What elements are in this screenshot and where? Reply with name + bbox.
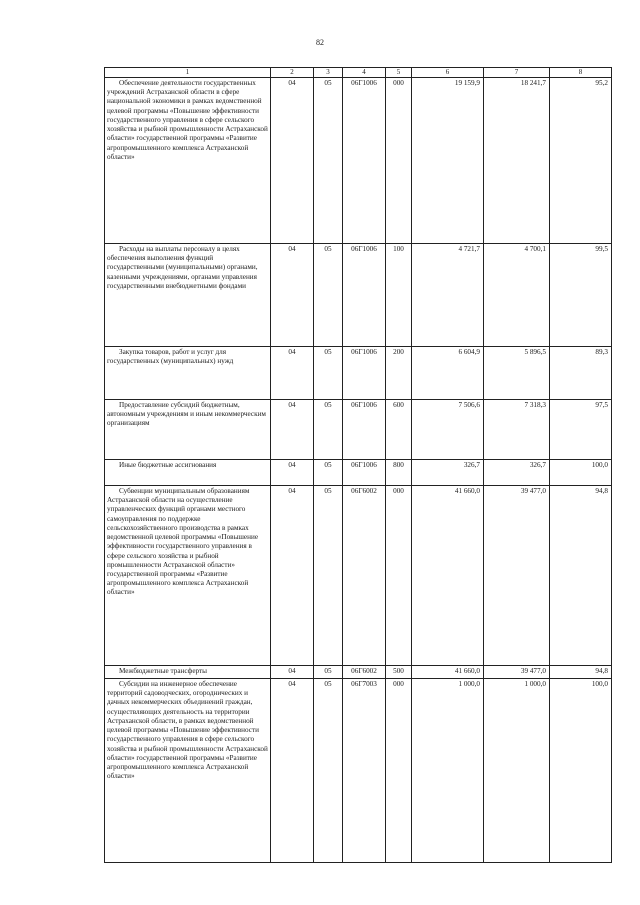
row-expense-type: 000 [386, 78, 412, 244]
row-description: Субвенции муниципальным образованиям Астраханской области на осуществление управленческих функций органами местного самоуправления по поддержке сельскохозяйственного производства в рамках ведомственной целевой программы «Повышение эффективности государственного управления в сфере сельского хозяйства и рыбной промышленности Астраханской области» государственной программы «Развитие агропромышленного комплекса Астраханской области» [105, 486, 271, 666]
row-subsection: 05 [314, 460, 343, 486]
column-header: 7 [484, 68, 550, 78]
row-expense-type: 600 [386, 400, 412, 460]
row-expense-type: 800 [386, 460, 412, 486]
row-target-article: 06Г1006 [343, 347, 386, 400]
row-target-article: 06Г1006 [343, 244, 386, 347]
row-section: 04 [271, 679, 314, 863]
row-subsection: 05 [314, 679, 343, 863]
row-section: 04 [271, 666, 314, 679]
table-row [105, 347, 612, 400]
table-row [105, 460, 612, 486]
row-description: Закупка товаров, работ и услуг для государственных (муниципальных) нужд [105, 347, 271, 400]
row-actual-amount: 39 477,0 [484, 486, 550, 666]
column-header: 2 [271, 68, 314, 78]
row-subsection: 05 [314, 400, 343, 460]
row-plan-amount: 41 660,0 [412, 486, 484, 666]
table-row [105, 486, 612, 666]
row-section: 04 [271, 460, 314, 486]
row-percent: 97,5 [550, 400, 612, 460]
row-percent: 95,2 [550, 78, 612, 244]
column-header: 4 [343, 68, 386, 78]
table-row [105, 400, 612, 460]
row-target-article: 06Г1006 [343, 400, 386, 460]
row-plan-amount: 326,7 [412, 460, 484, 486]
row-actual-amount: 18 241,7 [484, 78, 550, 244]
page-number: 82 [316, 38, 324, 47]
row-section: 04 [271, 486, 314, 666]
row-expense-type: 000 [386, 679, 412, 863]
row-description: Обеспечение деятельности государственных учреждений Астраханской области в сфере национальной экономики в рамках ведомственной целевой программы «Повышение эффективности государственного управления в сфере сельского хозяйства и рыбной промышленности Астраханской области» государственной программы «Развитие агропромышленного комплекса Астраханской области» [105, 78, 271, 244]
row-expense-type: 200 [386, 347, 412, 400]
row-percent: 94,8 [550, 666, 612, 679]
row-target-article: 06Г7003 [343, 679, 386, 863]
table-row [105, 666, 612, 679]
row-target-article: 06Г1006 [343, 460, 386, 486]
row-actual-amount: 39 477,0 [484, 666, 550, 679]
row-description: Предоставление субсидий бюджетным, автономным учреждениям и иным некоммерческим организациям [105, 400, 271, 460]
row-description: Расходы на выплаты персоналу в целях обеспечения выполнения функций государственными (муниципальными) органами, казенными учреждениями, органами управления государственными внебюджетными фондами [105, 244, 271, 347]
row-subsection: 05 [314, 347, 343, 400]
budget-table [104, 67, 612, 863]
row-percent: 89,3 [550, 347, 612, 400]
row-target-article: 06Г6002 [343, 486, 386, 666]
table-row [105, 244, 612, 347]
row-actual-amount: 1 000,0 [484, 679, 550, 863]
column-number-row [105, 68, 612, 78]
column-header: 6 [412, 68, 484, 78]
row-plan-amount: 6 604,9 [412, 347, 484, 400]
table-row [105, 78, 612, 244]
column-header: 8 [550, 68, 612, 78]
row-section: 04 [271, 347, 314, 400]
table-row [105, 679, 612, 863]
row-percent: 100,0 [550, 460, 612, 486]
row-target-article: 06Г6002 [343, 666, 386, 679]
row-plan-amount: 1 000,0 [412, 679, 484, 863]
column-header: 1 [105, 68, 271, 78]
row-section: 04 [271, 244, 314, 347]
row-plan-amount: 41 660,0 [412, 666, 484, 679]
row-actual-amount: 5 896,5 [484, 347, 550, 400]
row-expense-type: 000 [386, 486, 412, 666]
row-description: Межбюджетные трансферты [105, 666, 271, 679]
row-plan-amount: 4 721,7 [412, 244, 484, 347]
row-percent: 94,8 [550, 486, 612, 666]
column-header: 5 [386, 68, 412, 78]
row-description: Субсидии на инженерное обеспечение территорий садоводческих, огороднических и дачных некоммерческих объединений граждан, осуществляющих деятельность на территории Астраханской области, в рамках ведомственной целевой программы «Повышение эффективности государственного управления в сфере сельского хозяйства и рыбной промышленности Астраханской области» государственной программы «Развитие агропромышленного комплекса Астраханской области» [105, 679, 271, 863]
row-actual-amount: 7 318,3 [484, 400, 550, 460]
row-percent: 100,0 [550, 679, 612, 863]
row-description: Иные бюджетные ассигнования [105, 460, 271, 486]
row-subsection: 05 [314, 244, 343, 347]
row-actual-amount: 326,7 [484, 460, 550, 486]
row-expense-type: 100 [386, 244, 412, 347]
row-percent: 99,5 [550, 244, 612, 347]
row-expense-type: 500 [386, 666, 412, 679]
row-actual-amount: 4 700,1 [484, 244, 550, 347]
row-plan-amount: 7 506,6 [412, 400, 484, 460]
row-section: 04 [271, 78, 314, 244]
row-target-article: 06Г1006 [343, 78, 386, 244]
row-plan-amount: 19 159,9 [412, 78, 484, 244]
row-subsection: 05 [314, 666, 343, 679]
row-section: 04 [271, 400, 314, 460]
column-header: 3 [314, 68, 343, 78]
row-subsection: 05 [314, 78, 343, 244]
row-subsection: 05 [314, 486, 343, 666]
